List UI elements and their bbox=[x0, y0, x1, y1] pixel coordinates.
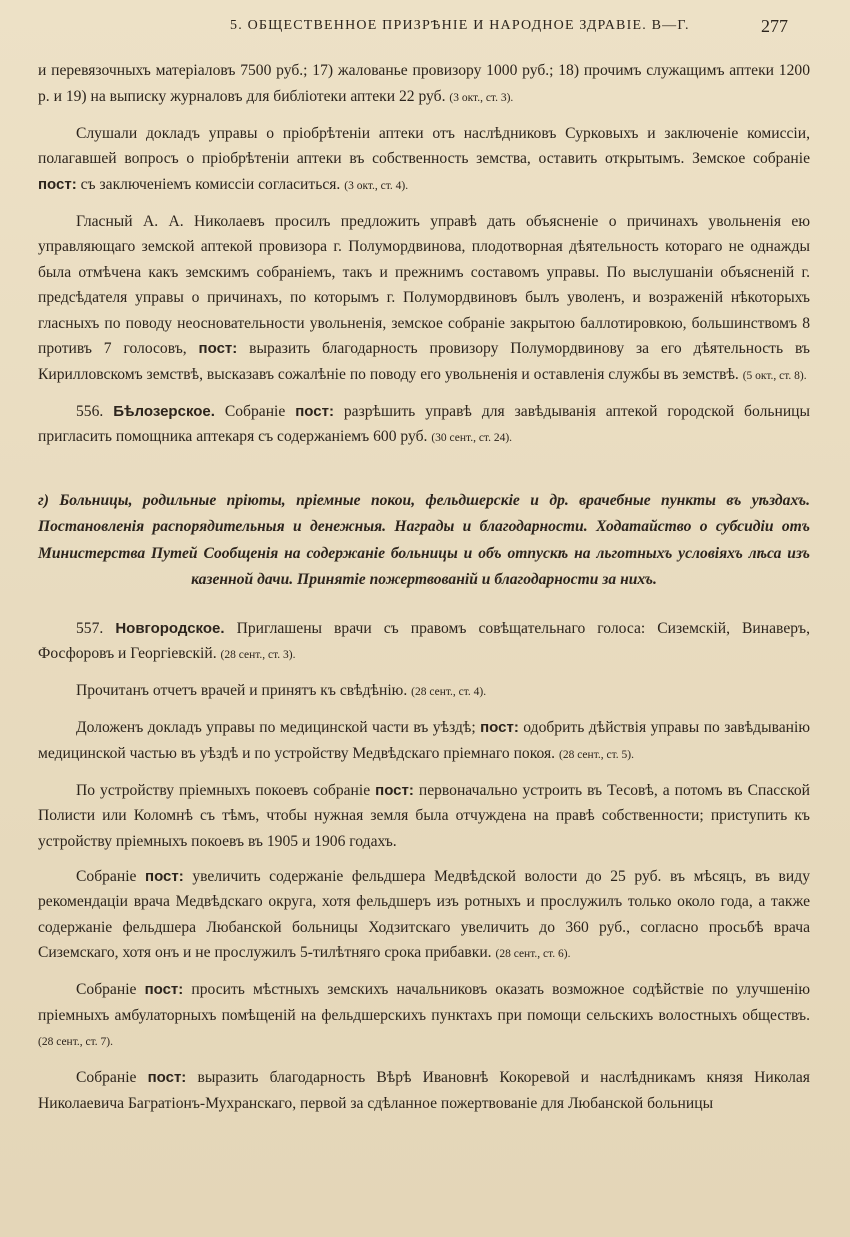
paragraph-text: одобрить дѣйствія управы по завѣдыванію медицинской частью въ уѣздѣ и по устройству Медвѣдскаго пріемнаго покоя. bbox=[38, 719, 810, 762]
page-number: 277 bbox=[761, 16, 788, 36]
paragraph-text: Гласный А. А. Николаевъ просилъ предложить управѣ дать объясненіе о причинахъ увольненія ею управляющаго земской аптекой провизора г. Полумордвинова, плодотворная дѣятельность котораго не однажды была отмѣчена какъ земскимъ собраніемъ, такъ и прежнимъ составомъ управы. По выслушаніи объясненій г. предсѣдателя управы о причинахъ, по которымъ г. Полумордвиновъ былъ уволенъ, и возраженій нѣкоторыхъ гласныхъ по поводу неосновательности увольненія, земское собраніе закрытою баллотировкою, большинствомъ 8 противъ 7 голосовъ, bbox=[38, 212, 810, 357]
session-reference: (28 сент., ст. 3). bbox=[220, 649, 296, 661]
session-reference: (3 окт., ст. 3). bbox=[449, 91, 514, 104]
paragraph-text: увеличить содержаніе фельдшера Медвѣдской волости до 25 руб. въ мѣсяцъ, въ виду рекомендаціи врача Медвѣдскаго округа, хотя фельдшеръ изъ ротныхъ и прослужилъ только около года, а также содержаніе фельдшера Любанской больницы Ходзитскаго увеличить до 360 руб., согласно просьбѣ врача Сиземскаго, хотя онъ и не прослужилъ 5-тилѣтняго срока прибавки. bbox=[38, 867, 810, 961]
resolution-marker: пост: bbox=[147, 1069, 187, 1086]
session-reference: (28 сент., ст. 7). bbox=[38, 1036, 113, 1048]
resolution-marker: пост: bbox=[295, 402, 334, 420]
paragraph-text: просить мѣстныхъ земскихъ начальниковъ оказать возможное содѣйствіе по улучшенію пріемныхъ амбулаторныхъ помѣщеній на фельдшерскихъ пунктахъ при помощи сельскихъ волостныхъ обществъ. bbox=[38, 981, 810, 1024]
paragraph-apothecary-budget bbox=[38, 58, 810, 111]
paragraph-ambulatory-premises bbox=[38, 977, 810, 1056]
paragraph-text: съ заключеніемъ комиссіи согласиться. bbox=[80, 175, 341, 193]
paragraph-text: Приглашены врачи съ правомъ совѣщательнаго голоса: Сиземскій, Винаверъ, Фосфоровъ и Георгіевскій. bbox=[38, 619, 810, 662]
paragraph-text: Собраніе bbox=[76, 867, 137, 885]
running-header bbox=[40, 16, 810, 44]
session-reference: (30 сент., ст. 24). bbox=[431, 432, 513, 444]
paragraph-provisor-dismissal bbox=[38, 209, 810, 390]
paragraph-text: Доложенъ докладъ управы по медицинской части въ уѣздѣ; bbox=[76, 719, 476, 736]
paragraph-text: первоначально устроить въ Тесовѣ, а потомъ въ Спасской Полисти или Коломнѣ съ тѣмъ, чтобы нужная земля была отчуждена на правѣ собственности; приступить къ устройству пріемныхъ покоевъ въ 1905 и 1906 годахъ. bbox=[38, 781, 811, 850]
resolution-marker: пост: bbox=[480, 719, 519, 736]
section-heading: г) Больницы, родильные пріюты, пріемные покои, фельдшерскіе и др. врачебные пункты въ уѣздахъ. Постановленія распорядительныя и денежныя. Награды и благодарности. Ходатайство о субсидіи отъ Министерства Путей Сообщенія на содержаніе больницы и объ отпускѣ на льготныхъ условіяхъ лѣса изъ казенной дачи. Принятіе пожертвованій и благодарности за нихъ. bbox=[38, 491, 810, 588]
entry-number: 557. bbox=[76, 619, 104, 637]
paragraph-medical-report bbox=[38, 715, 810, 768]
paragraph-557-novgorodskoe bbox=[38, 616, 810, 669]
paragraph-text: Собраніе bbox=[76, 981, 137, 998]
resolution-marker: пост: bbox=[38, 175, 77, 193]
session-reference: (28 сент., ст. 4). bbox=[411, 686, 487, 698]
session-reference: (3 окт., ст. 4). bbox=[344, 179, 409, 192]
session-reference: (28 сент., ст. 6). bbox=[495, 948, 571, 960]
page-body bbox=[38, 58, 810, 1126]
paragraph-reception-rooms bbox=[38, 778, 810, 855]
resolution-marker: пост: bbox=[145, 867, 184, 885]
paragraph-text: По устройству пріемныхъ покоевъ собраніе bbox=[76, 781, 371, 799]
paragraph-feldsher-salary bbox=[38, 864, 810, 968]
resolution-marker: пост: bbox=[375, 781, 414, 799]
paragraph-text: Слушали докладъ управы о пріобрѣтеніи аптеки отъ наслѣдниковъ Сурковыхъ и заключеніе комиссіи, полагавшей вопросъ о пріобрѣтеніи аптеки въ собственность земства, оставить открытымъ. Земское собраніе bbox=[38, 124, 810, 167]
paragraph-text: Собраніе bbox=[224, 402, 286, 420]
paragraph-text: выразить благодарность Вѣрѣ Ивановнѣ Кокоревой и наслѣдникамъ князя Николая Николаевича Багратіонъ-Мухранскаго, первой за сдѣланное пожертвованіе для Любанской больницы bbox=[38, 1069, 810, 1112]
paragraph-text: Собраніе bbox=[76, 1069, 137, 1086]
paragraph-doctors-report bbox=[38, 678, 810, 706]
paragraph-text: и перевязочныхъ матеріаловъ 7500 руб.; 17) жалованье провизору 1000 руб.; 18) прочимъ служащимъ аптеки 1200 р. и 19) на выписку журналовъ для библіотеки аптеки 22 руб. bbox=[38, 62, 810, 105]
paragraph-556-belozerskoe bbox=[38, 399, 810, 452]
paragraph-text: выразить благодарность провизору Полумордвинову за его дѣятельность въ Кирилловскомъ земствѣ, высказавъ сожалѣніе по поводу его увольненія и оставленія службы въ земствѣ. bbox=[38, 340, 811, 383]
district-name: Бѣлозерское. bbox=[113, 402, 215, 420]
paragraph-text: Прочитанъ отчетъ врачей и принятъ къ свѣдѣнію. bbox=[76, 682, 408, 699]
session-reference: (28 сент., ст. 5). bbox=[558, 748, 634, 761]
entry-number: 556. bbox=[76, 402, 104, 420]
paragraph-apothecary-purchase bbox=[38, 121, 810, 200]
paragraph-text: разрѣшить управѣ для завѣдыванія аптекой городской больницы пригласить помощника аптекаря съ содержаніемъ 600 руб. bbox=[38, 402, 810, 445]
resolution-marker: пост: bbox=[198, 340, 238, 357]
running-title: 5. ОБЩЕСТВЕННОЕ ПРИЗРѢНІЕ И НАРОДНОЕ ЗДРАВІЕ. В—Г. bbox=[230, 18, 690, 33]
paragraph-gratitude-donation bbox=[38, 1065, 810, 1116]
session-reference: (5 окт., ст. 8). bbox=[742, 369, 807, 382]
resolution-marker: пост: bbox=[144, 981, 184, 998]
district-name: Новгородское. bbox=[115, 619, 225, 637]
